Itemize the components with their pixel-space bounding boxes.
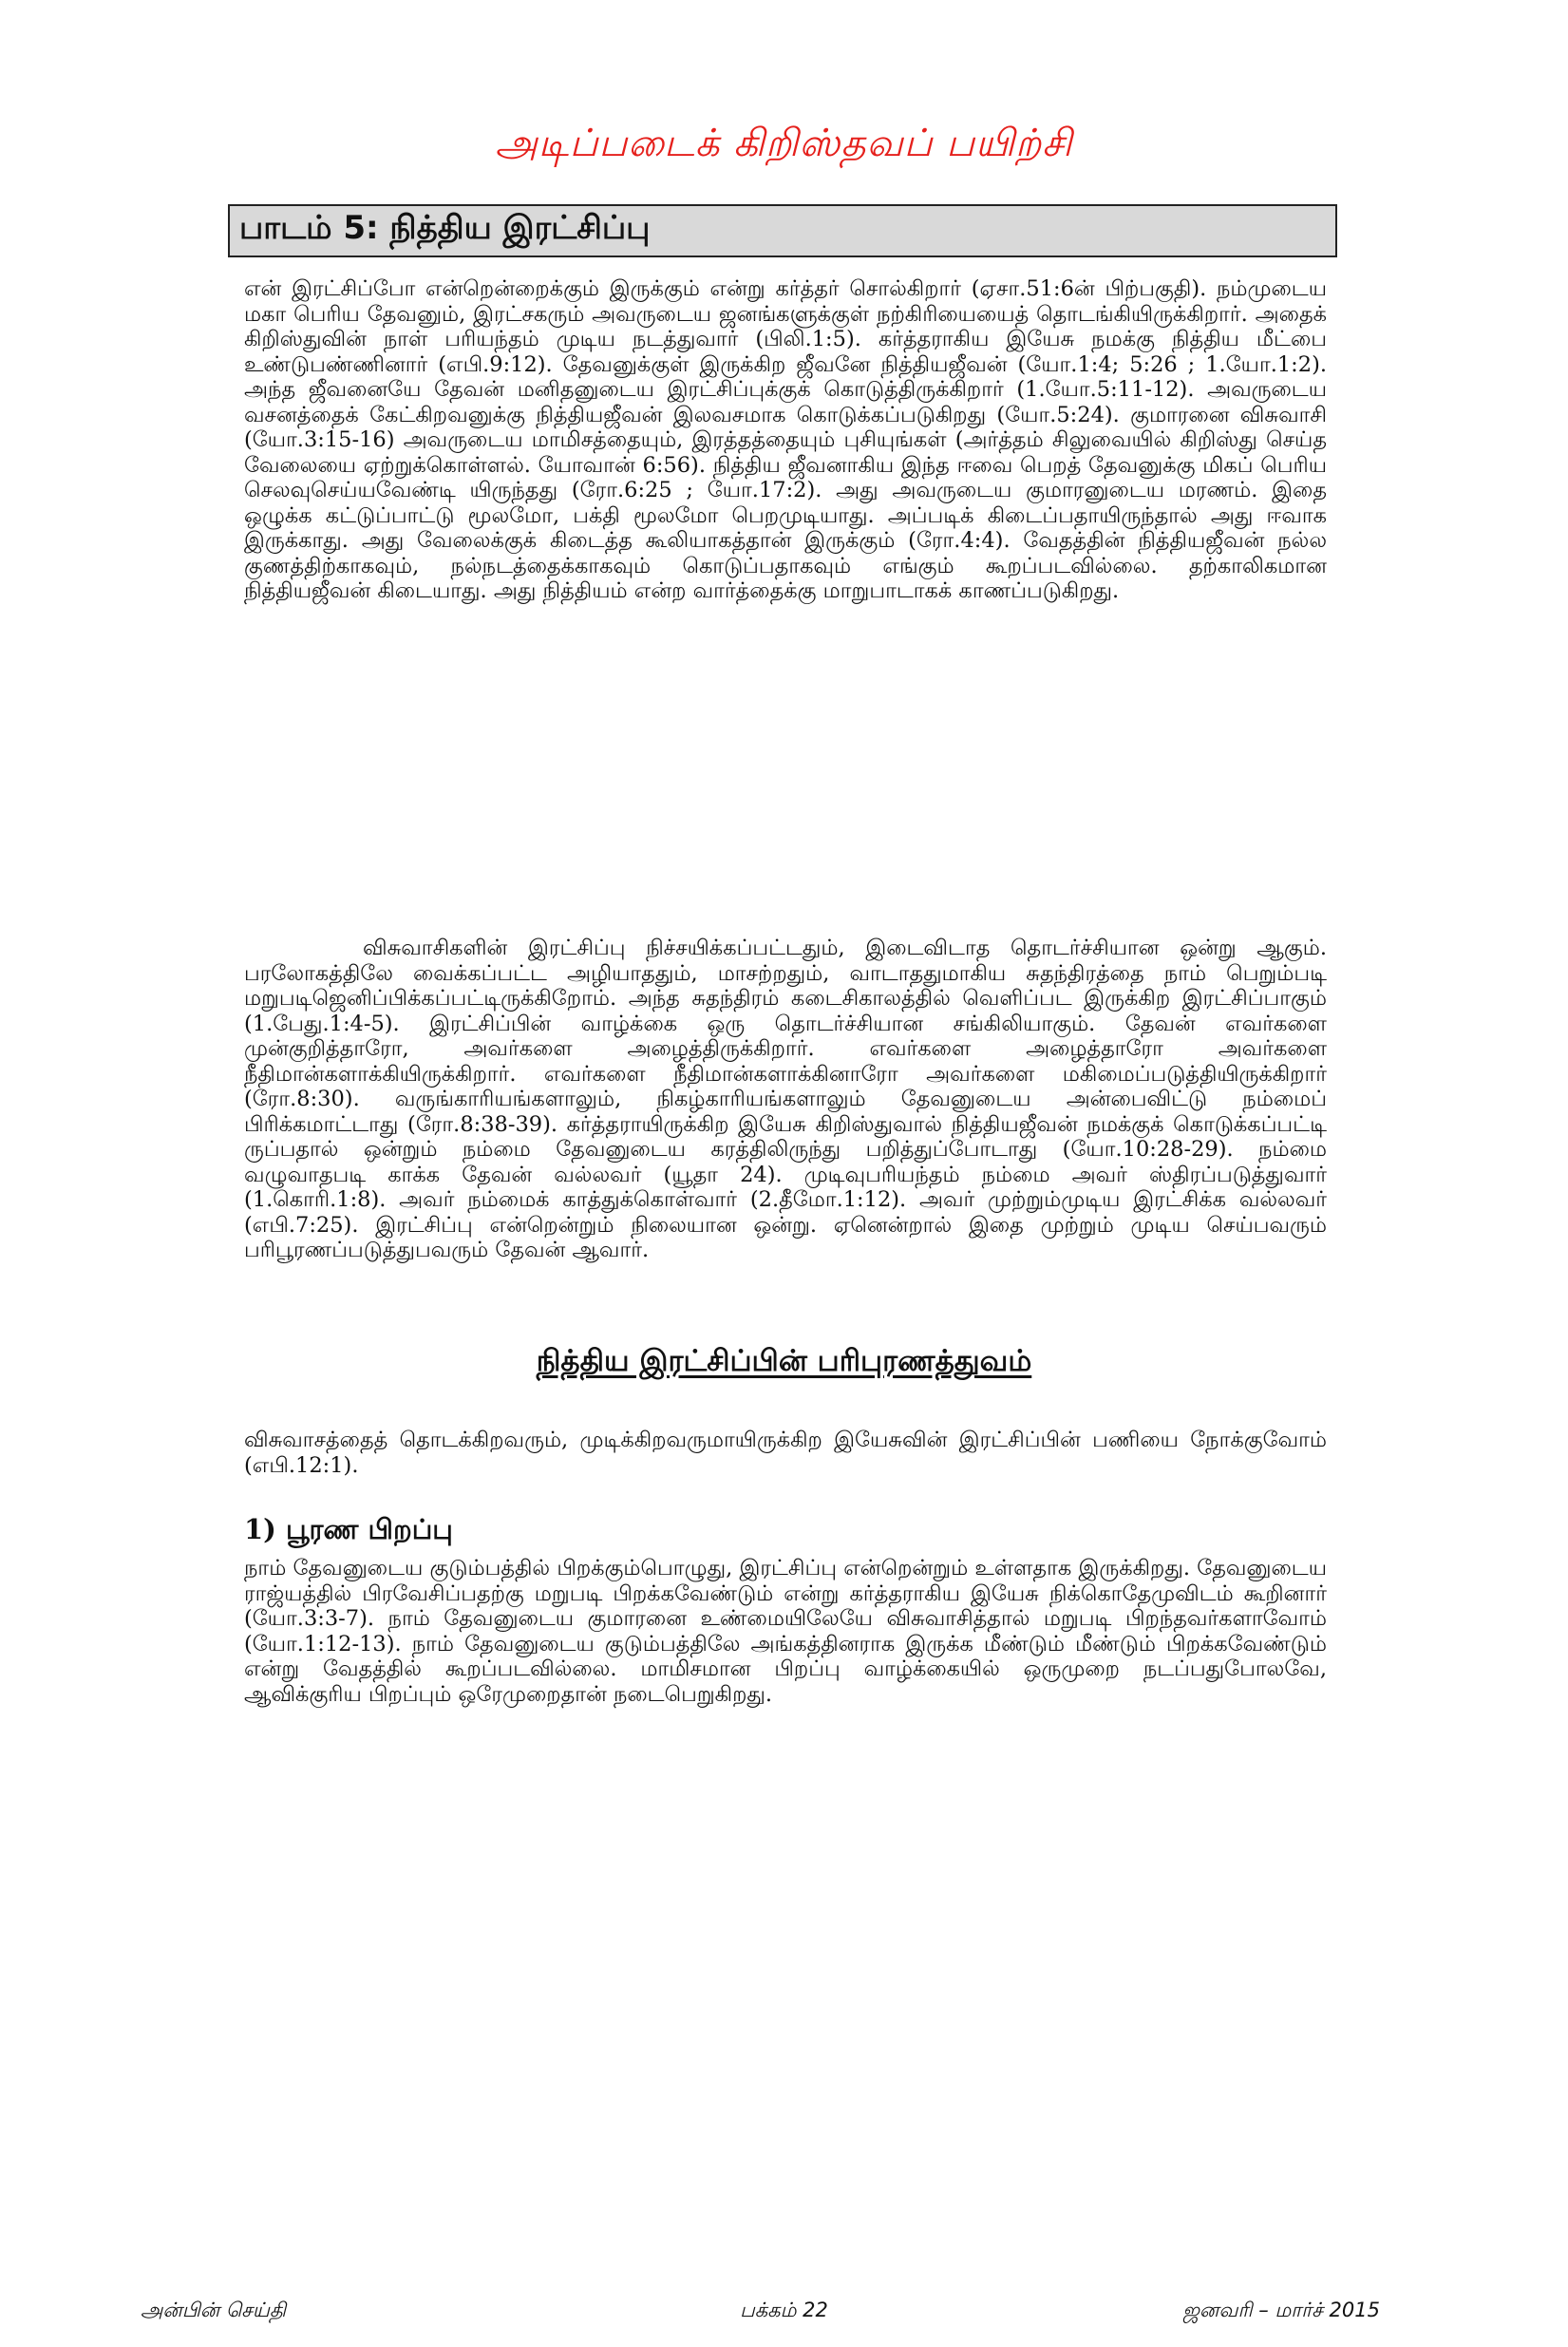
paragraph-2: விசுவாசிகளின் இரட்சிப்பு நிச்சயிக்கப்பட்டதும், இடைவிடாத தொடர்ச்சியான ஒன்று ஆகும். பரலோகத்திலே வைக்கப்பட்ட அழியாததும், மாசற்றதும், வாடாததுமாகிய சுதந்திரத்தை நாம் பெறும்படி மறுபடிஜெனிப்பிக்கப்பட்டிருக்கிறோம். அந்த சுதந்திரம் கடைசிகாலத்தில் வெளிப்பட இருக்கிற இரட்சிப்பாகும் (1.பேது.1:4-5). இரட்சிப்பின் வாழ்க்கை ஒரு தொடர்ச்சியான சங்கிலியாகும். தேவன் எவர்களை முன்குறித்தாரோ, அவர்களை அழைத்திருக்கிறார். எவர்களை அழைத்தாரோ அவர்களை நீதிமான்களாக்கியிருக்கிறார். எவர்களை நீதிமான்களாக்கினாரோ அவர்களை மகிமைப்படுத்தியிருக்கிறார் (ரோ.8:30). வருங்காரியங்களாலும், நிகழ்காரியங்களாலும் தேவனுடைய அன்பைவிட்டு நம்மைப் பிரிக்கமாட்டாது (ரோ.8:38-39). கர்த்தராயிருக்கிற இயேசு கிறிஸ்துவால் நித்தியஜீவன் நமக்குக் கொடுக்கப்பட்டி ருப்பதால் ஒன்றும் நம்மை தேவனுடைய கரத்திலிருந்து பறித்துப்போடாது (யோ.10:28-29). நம்மை வழுவாதபடி காக்க தேவன் வல்லவர் (யூதா 24). முடிவுபரியந்தம் நம்மை அவர் ஸ்திரப்படுத்துவார் (1.கொரி.1:8). அவர் நம்மைக் காத்துக்கொள்வார் (2.தீமோ.1:12). அவர் முற்றும்முடிய இரட்சிக்க வல்லவர் (எபி.7:25). இரட்சிப்பு என்றென்றும் நிலையான ஒன்று. ஏனென்றால் இதை முற்றும் முடிய செய்பவரும் பரிபூரணப்படுத்துபவரும் தேவன் ஆவார்.: [244, 936, 1327, 1262]
lesson-title-bar: [228, 204, 1337, 257]
paragraph-3: விசுவாசத்தைத் தொடக்கிறவரும், முடிக்கிறவருமாயிருக்கிற இயேசுவின் இரட்சிப்பின் பணியை நோக்குவோம் (எபி.12:1).: [244, 1428, 1327, 1478]
footer-publication: அன்பின் செய்தி: [141, 2299, 287, 2321]
footer-page-number: பக்கம் 22: [740, 2299, 828, 2321]
section-heading: நித்திய இரட்சிப்பின் பரிபுரணத்துவம்: [536, 1344, 1032, 1378]
page-header-title: அடிப்படைக் கிறிஸ்தவப் பயிற்சி: [495, 122, 1073, 165]
footer-date: ஜனவரி – மார்ச் 2015: [1182, 2299, 1380, 2321]
lesson-title: பாடம் 5: நித்திய இரட்சிப்பு: [239, 209, 651, 247]
paragraph-4: நாம் தேவனுடைய குடும்பத்தில் பிறக்கும்பொழுது, இரட்சிப்பு என்றென்றும் உள்ளதாக இருக்கிறது. தேவனுடைய ராஜ்யத்தில் பிரவேசிப்பதற்கு மறுபடி பிறக்கவேண்டும் என்று கர்த்தராகிய இயேசு நிக்கொதேமுவிடம் கூறினார் (யோ.3:3-7). நாம் தேவனுடைய குமாரனை உண்மையிலேயே விசுவாசித்தால் மறுபடி பிறந்தவர்களாவோம் (யோ.1:12-13). நாம் தேவனுடைய குடும்பத்திலே அங்கத்தினராக இருக்க மீண்டும் மீண்டும் பிறக்கவேண்டும் என்று வேதத்தில் கூறப்படவில்லை. மாமிசமான பிறப்பு வாழ்க்கையில் ஒருமுறை நடப்பதுபோலவே, ஆவிக்குரிய பிறப்பும் ஒரேமுறைதான் நடைபெறுகிறது.: [244, 1556, 1327, 1707]
sub-heading: 1) பூரண பிறப்பு: [244, 1513, 453, 1545]
paragraph-1: என் இரட்சிப்போ என்றென்றைக்கும் இருக்கும் என்று கர்த்தர் சொல்கிறார் (ஏசா.51:6ன் பிற்பகுதி). நம்முடைய மகா பெரிய தேவனும், இரட்சகரும் அவருடைய ஜனங்களுக்குள் நற்கிரியையைத் தொடங்கியிருக்கிறார். அதைக் கிறிஸ்துவின் நாள் பரியந்தம் முடிய நடத்துவார் (பிலி.1:5). கர்த்தராகிய இயேசு நமக்கு நித்திய மீட்பை உண்டுபண்ணினார் (எபி.9:12). தேவனுக்குள் இருக்கிற ஜீவனே நித்தியஜீவன் (யோ.1:4; 5:26 ; 1.யோ.1:2). அந்த ஜீவனையே தேவன் மனிதனுடைய இரட்சிப்புக்குக் கொடுத்திருக்கிறார் (1.யோ.5:11-12). அவருடைய வசனத்தைக் கேட்கிறவனுக்கு நித்தியஜீவன் இலவசமாக கொடுக்கப்படுகிறது (யோ.5:24). குமாரனை விசுவாசி (யோ.3:15-16) அவருடைய மாமிசத்தையும், இரத்தத்தையும் புசியுங்கள் (அர்த்தம் சிலுவையில் கிறிஸ்து செய்த வேலையை ஏற்றுக்கொள்ளல். யோவான் 6:56). நித்திய ஜீவனாகிய இந்த ஈவை பெறத் தேவனுக்கு மிகப் பெரிய செலவுசெய்யவேண்டி யிருந்தது (ரோ.6:25 ; யோ.17:2). அது அவருடைய குமாரனுடைய மரணம். இதை ஒழுக்க கட்டுப்பாட்டு மூலமோ, பக்தி மூலமோ பெறமுடியாது. அப்படிக் கிடைப்பதாயிருந்தால் அது ஈவாக இருக்காது. அது வேலைக்குக் கிடைத்த கூலியாகத்தான் இருக்கும் (ரோ.4:4). வேதத்தின் நித்தியஜீவன் நல்ல குணத்திற்காகவும், நல்நடத்தைக்காகவும் கொடுப்பதாகவும் எங்கும் கூறப்படவில்லை. தற்காலிகமான நித்தியஜீவன் கிடையாது. அது நித்தியம் என்ற வார்த்தைக்கு மாறுபாடாகக் காணப்படுகிறது.: [244, 276, 1327, 603]
